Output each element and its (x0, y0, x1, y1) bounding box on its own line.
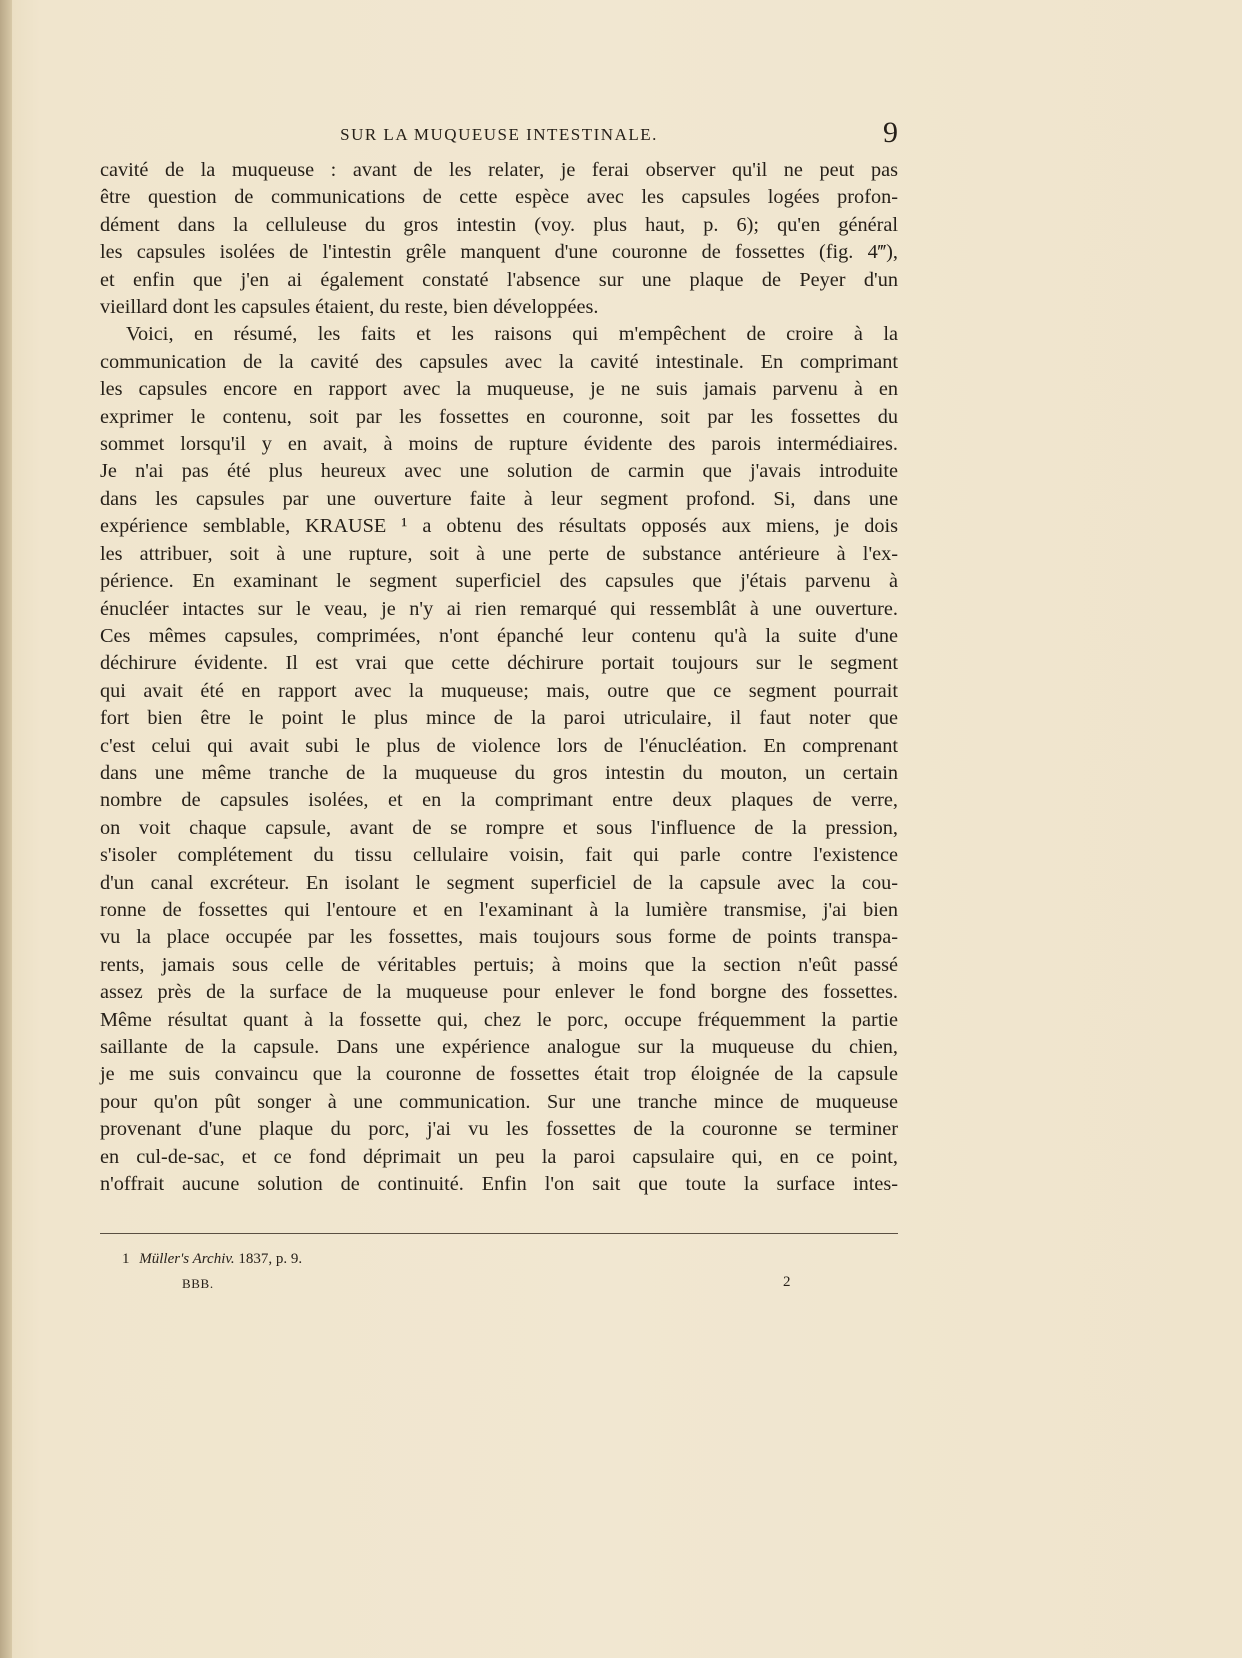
page-number: 9 (883, 116, 898, 149)
text-line: Même résultat quant à la fossette qui, chez le porc, occupe fréquemment la partie (100, 1008, 898, 1031)
text-line: les attribuer, soit à une rupture, soit à une perte de substance antérieure à l'ex- (100, 542, 898, 565)
text-line: dément dans la celluleuse du gros intestin (voy. plus haut, p. 6); qu'en général (100, 213, 898, 236)
text-line: vieillard dont les capsules étaient, du reste, bien développées. (100, 296, 599, 319)
page-binding-edge (0, 0, 12, 1658)
text-line: assez près de la surface de la muqueuse pour enlever le fond borgne des fossettes. (100, 981, 898, 1004)
footnote-marker: 1 (122, 1251, 130, 1267)
text-line: Ces mêmes capsules, comprimées, n'ont épanché leur contenu qu'à la suite d'une (100, 624, 898, 647)
text-line: nombre de capsules isolées, et en la comprimant entre deux plaques de verre, (100, 789, 898, 812)
text-line: s'isoler complétement du tissu cellulaire voisin, fait qui parle contre l'existence (100, 844, 898, 867)
text-line: provenant d'une plaque du porc, j'ai vu les fossettes de la couronne se terminer (100, 1118, 898, 1141)
footnote-divider (100, 1233, 898, 1234)
text-line: pour qu'on pût songer à une communication. Sur une tranche mince de muqueuse (100, 1090, 898, 1113)
text-line: dans une même tranche de la muqueuse du gros intestin du mouton, un certain (100, 761, 898, 784)
footnote-reference: Müller's Archiv. (139, 1251, 235, 1267)
signature-mark: BBB. (182, 1276, 214, 1291)
text-line: saillante de la capsule. Dans une expérience analogue sur la muqueuse du chien, (100, 1036, 898, 1058)
text-line: les capsules encore en rapport avec la muqueuse, je ne suis jamais parvenu à en (100, 378, 898, 401)
text-line: sommet lorsqu'il y en avait, à moins de rupture évidente des parois intermédiaires. (100, 433, 898, 456)
text-line: et enfin que j'en ai également constaté l'absence sur une plaque de Peyer d'un (100, 268, 898, 291)
text-line: qui avait été en rapport avec la muqueuse; mais, outre que ce segment pourrait (100, 679, 898, 702)
text-line: rents, jamais sous celle de véritables pertuis; à moins que la section n'eût passé (100, 953, 898, 976)
footnote (122, 1251, 302, 1268)
text-line: communication de la cavité des capsules avec la cavité intestinale. En comprimant (100, 350, 898, 373)
text-line: déchirure évidente. Il est vrai que cette déchirure portait toujours sur le segment (100, 652, 898, 675)
text-line: c'est celui qui avait subi le plus de violence lors de l'énucléation. En comprenant (100, 734, 898, 757)
text-line: énucléer intactes sur le veau, je n'y ai rien remarqué qui ressemblât à une ouverture. (100, 597, 898, 620)
text-line: cavité de la muqueuse : avant de les relater, je ferai observer qu'il ne peut pas (100, 159, 898, 181)
paragraph-start-line: Voici, en résumé, les faits et les raisons qui m'empêchent de croire à la (126, 323, 898, 346)
text-line: exprimer le contenu, soit par les fossettes en couronne, soit par les fossettes du (100, 405, 898, 428)
text-line: on voit chaque capsule, avant de se rompre et sous l'influence de la pression, (100, 816, 898, 839)
text-line: en cul-de-sac, et ce fond déprimait un peu la paroi capsulaire qui, en ce point, (100, 1145, 898, 1168)
text-line: d'un canal excréteur. En isolant le segment superficiel de la capsule avec la cou- (100, 871, 898, 894)
text-line: les capsules isolées de l'intestin grêle manquent d'une couronne de fossettes (fig. 4‴), (100, 241, 898, 264)
text-line: vu la place occupée par les fossettes, mais toujours sous forme de points transpa- (100, 926, 898, 949)
signature-number: 2 (783, 1274, 791, 1290)
text-line: fort bien être le point le plus mince de la paroi utriculaire, il faut noter que (100, 707, 898, 730)
text-line: ronne de fossettes qui l'entoure et en l'examinant à la lumière transmise, j'ai bien (100, 898, 898, 921)
running-head (100, 116, 898, 152)
body-text (100, 157, 898, 1198)
text-line: n'offrait aucune solution de continuité. Enfin l'on sait que toute la surface intes- (100, 1173, 898, 1196)
text-line: Je n'ai pas été plus heureux avec une solution de carmin que j'avais introduite (100, 460, 898, 483)
footnote-details: 1837, p. 9. (238, 1251, 303, 1267)
text-line: être question de communications de cette espèce avec les capsules logées profon- (100, 186, 898, 209)
running-head-title: SUR LA MUQUEUSE INTESTINALE. (340, 125, 658, 144)
text-line: périence. En examinant le segment superficiel des capsules que j'étais parvenu à (100, 570, 898, 593)
text-line: dans les capsules par une ouverture faite à leur segment profond. Si, dans une (100, 487, 898, 510)
text-line: je me suis convaincu que la couronne de fossettes était trop éloignée de la capsule (100, 1063, 898, 1086)
text-line: expérience semblable, KRAUSE ¹ a obtenu des résultats opposés aux miens, je dois (100, 515, 898, 538)
